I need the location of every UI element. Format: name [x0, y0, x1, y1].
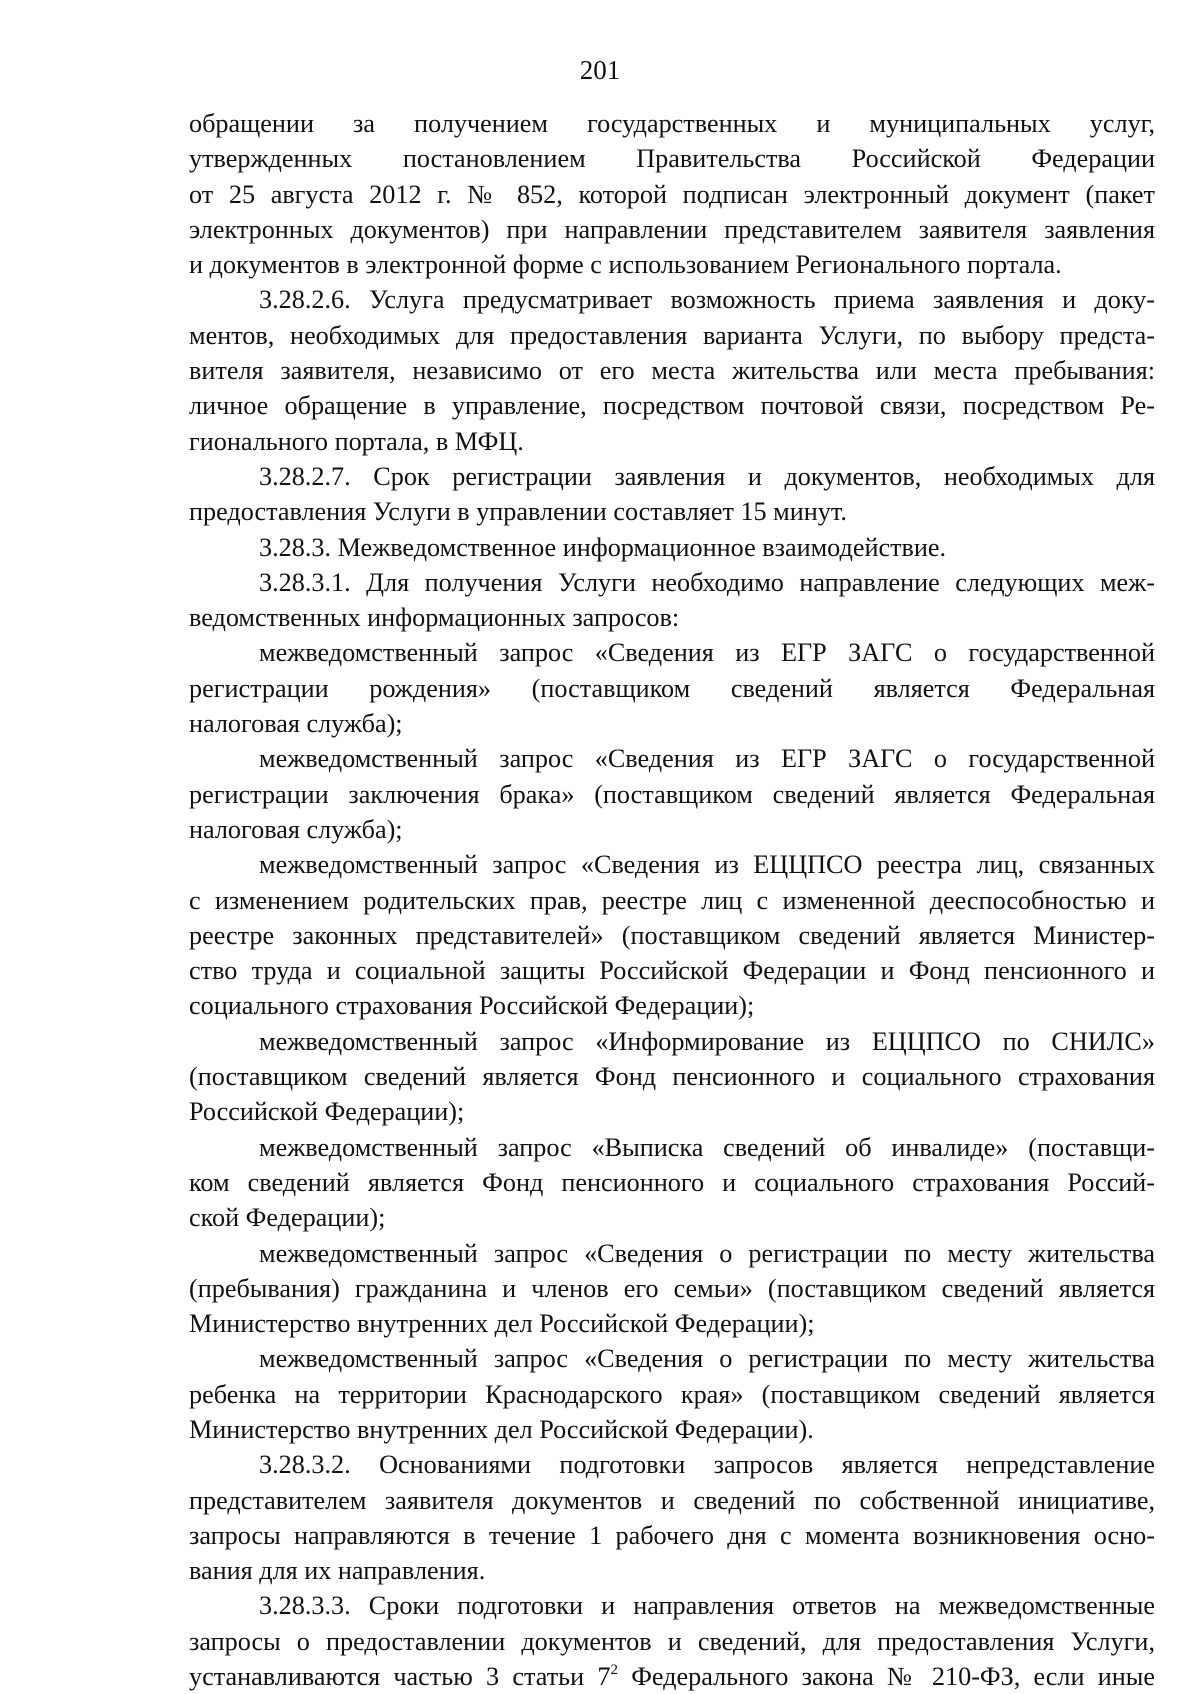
text-line: гионального портала, в МФЦ. — [189, 426, 524, 456]
document-body — [189, 106, 1155, 1694]
text-line: Министерство внутренних дел Российской Федерации); — [189, 1309, 815, 1339]
text-line: налоговая служба); — [189, 814, 403, 844]
text-line: запросы о предоставлении документов и сведений, для предоставления Услуги, — [189, 1626, 1155, 1656]
text-line: ментов, необходимых для предоставления варианта Услуги, по выбору предста- — [189, 320, 1155, 350]
text-line: межведомственный запрос «Сведения из ЕГР ЗАГС о государственной — [259, 638, 1155, 668]
text-line: 3.28.2.6. Услуга предусматривает возможность приема заявления и доку- — [259, 285, 1155, 315]
text-line: ведомственных информационных запросов: — [189, 603, 680, 633]
text-line: социального страхования Российской Федерации); — [189, 991, 755, 1021]
text-line: от 25 августа 2012 г. № 852, которой подписан электронный документ (пакет — [189, 179, 1155, 209]
superscript: 2 — [610, 1662, 618, 1679]
text-line: 3.28.3.3. Сроки подготовки и направления ответов на межведомственные — [259, 1591, 1155, 1621]
text-line: ком сведений является Фонд пенсионного и социального страхования Россий- — [189, 1167, 1155, 1197]
text-line: регистрации заключения брака» (поставщиком сведений является Федеральная — [189, 779, 1155, 809]
text-line: и документов в электронной форме с использованием Регионального портала. — [189, 250, 1062, 280]
text-line: (поставщиком сведений является Фонд пенсионного и социального страхования — [189, 1062, 1155, 1092]
text-line: межведомственный запрос «Сведения из ЕГР ЗАГС о государственной — [259, 744, 1155, 774]
text-line: межведомственный запрос «Сведения о регистрации по месту жительства — [259, 1238, 1155, 1268]
text-line: запросы направляются в течение 1 рабочего дня с момента возникновения осно- — [189, 1520, 1155, 1550]
text-line: Российской Федерации); — [189, 1097, 465, 1127]
text-line: регистрации рождения» (поставщиком сведений является Федеральная — [189, 673, 1155, 703]
text-line: предоставления Услуги в управлении составляет 15 минут. — [189, 497, 847, 527]
text-line — [189, 1659, 1155, 1694]
text-line: реестре законных представителей» (поставщиком сведений является Министер- — [189, 920, 1155, 950]
text-line-main: устанавливаются частью 3 статьи 7 — [189, 1662, 611, 1692]
text-line: вания для их направления. — [189, 1556, 486, 1586]
text-line: 3.28.3.1. Для получения Услуги необходимо направление следующих меж- — [259, 567, 1155, 597]
text-line-tail: Федерального закона № 210-ФЗ, если иные — [617, 1662, 1156, 1692]
text-line: 3.28.3. Межведомственное информационное взаимодействие. — [259, 532, 947, 562]
text-line: межведомственный запрос «Сведения о регистрации по месту жительства — [259, 1344, 1155, 1374]
text-line: личное обращение в управление, посредством почтовой связи, посредством Ре- — [189, 391, 1155, 421]
text-line: межведомственный запрос «Сведения из ЕЦЦПСО реестра лиц, связанных — [259, 850, 1155, 880]
text-line: налоговая служба); — [189, 709, 403, 739]
text-line: представителем заявителя документов и сведений по собственной инициативе, — [189, 1485, 1155, 1515]
text-line: Министерство внутренних дел Российской Федерации). — [189, 1414, 814, 1444]
text-line: ство труда и социальной защиты Российской Федерации и Фонд пенсионного и — [189, 956, 1155, 986]
text-line: ребенка на территории Краснодарского края» (поставщиком сведений является — [189, 1379, 1155, 1409]
page-number: 201 — [579, 55, 621, 85]
text-line: обращении за получением государственных и муниципальных услуг, — [189, 109, 1155, 138]
text-line: межведомственный запрос «Информирование из ЕЦЦПСО по СНИЛС» — [259, 1026, 1155, 1056]
text-line: электронных документов) при направлении представителем заявителя заявления — [189, 214, 1155, 244]
text-line: с изменением родительских прав, реестре лиц с измененной дееспособностью и — [189, 885, 1155, 915]
text-line: утвержденных постановлением Правительства Российской Федерации — [189, 144, 1155, 174]
text-line: ской Федерации); — [189, 1203, 386, 1233]
text-line: вителя заявителя, независимо от его места жительства или места пребывания: — [189, 356, 1155, 386]
text-line: 3.28.3.2. Основаниями подготовки запросов является непредставление — [259, 1450, 1155, 1480]
text-line: межведомственный запрос «Выписка сведений об инвалиде» (поставщи- — [259, 1132, 1155, 1162]
text-line: 3.28.2.7. Срок регистрации заявления и документов, необходимых для — [259, 461, 1155, 491]
text-line: (пребывания) гражданина и членов его семьи» (поставщиком сведений является — [189, 1273, 1155, 1303]
